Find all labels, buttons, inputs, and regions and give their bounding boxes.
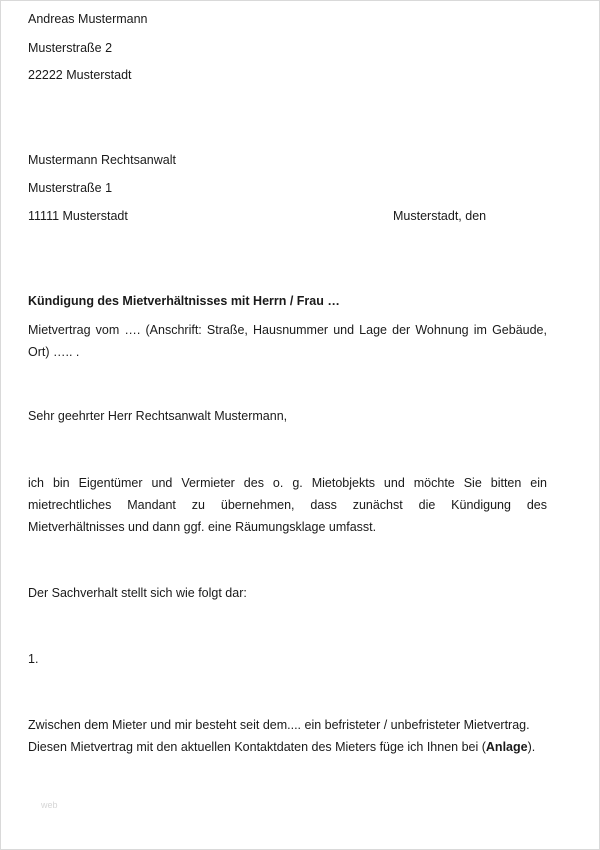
contract-line-1: Mietvertrag vom …. (Anschrift: Straße, Hausnummer und Lage der Wohnung im Gebäude, [28, 323, 547, 337]
contract-paragraph [28, 319, 547, 363]
point-text-suffix: ). [527, 740, 536, 754]
recipient-name: Mustermann Rechtsanwalt [28, 153, 176, 167]
subject-line: Kündigung des Mietverhältnisses mit Herrn / Frau … [28, 294, 340, 308]
attachment-label: Anlage [485, 740, 528, 754]
sender-name: Andreas Mustermann [28, 12, 148, 26]
point-text-prefix: Diesen Mietvertrag mit den aktuellen Kontaktdaten des Mieters füge ich Ihnen bei ( [28, 740, 486, 754]
recipient-city: 11111 Musterstadt [28, 209, 128, 223]
intro-line-2: mietrechtliches Mandant zu übernehmen, dass zunächst die Kündigung des [28, 498, 547, 512]
date-place: Musterstadt, den [393, 209, 487, 223]
intro-paragraph [28, 472, 547, 538]
intro-line-1: ich bin Eigentümer und Vermieter des o. g. Mietobjekts und möchte Sie bitten ein [28, 476, 547, 490]
intro-line-3: Mietverhältnisses und dann ggf. eine Räumungsklage umfasst. [28, 520, 377, 534]
recipient-street: Musterstraße 1 [28, 181, 113, 195]
contract-line-2: Ort) ….. . [28, 345, 80, 359]
watermark: web [41, 800, 58, 810]
sender-street: Musterstraße 2 [28, 41, 113, 55]
point-text-line-2 [28, 740, 535, 755]
sender-city: 22222 Musterstadt [28, 68, 132, 82]
point-number: 1. [28, 652, 39, 666]
point-text-line-1: Zwischen dem Mieter und mir besteht seit dem.... ein befristeter / unbefristeter Mietvertrag. [28, 718, 530, 732]
salutation: Sehr geehrter Herr Rechtsanwalt Mustermann, [28, 409, 288, 423]
facts-heading: Der Sachverhalt stellt sich wie folgt dar: [28, 586, 247, 600]
